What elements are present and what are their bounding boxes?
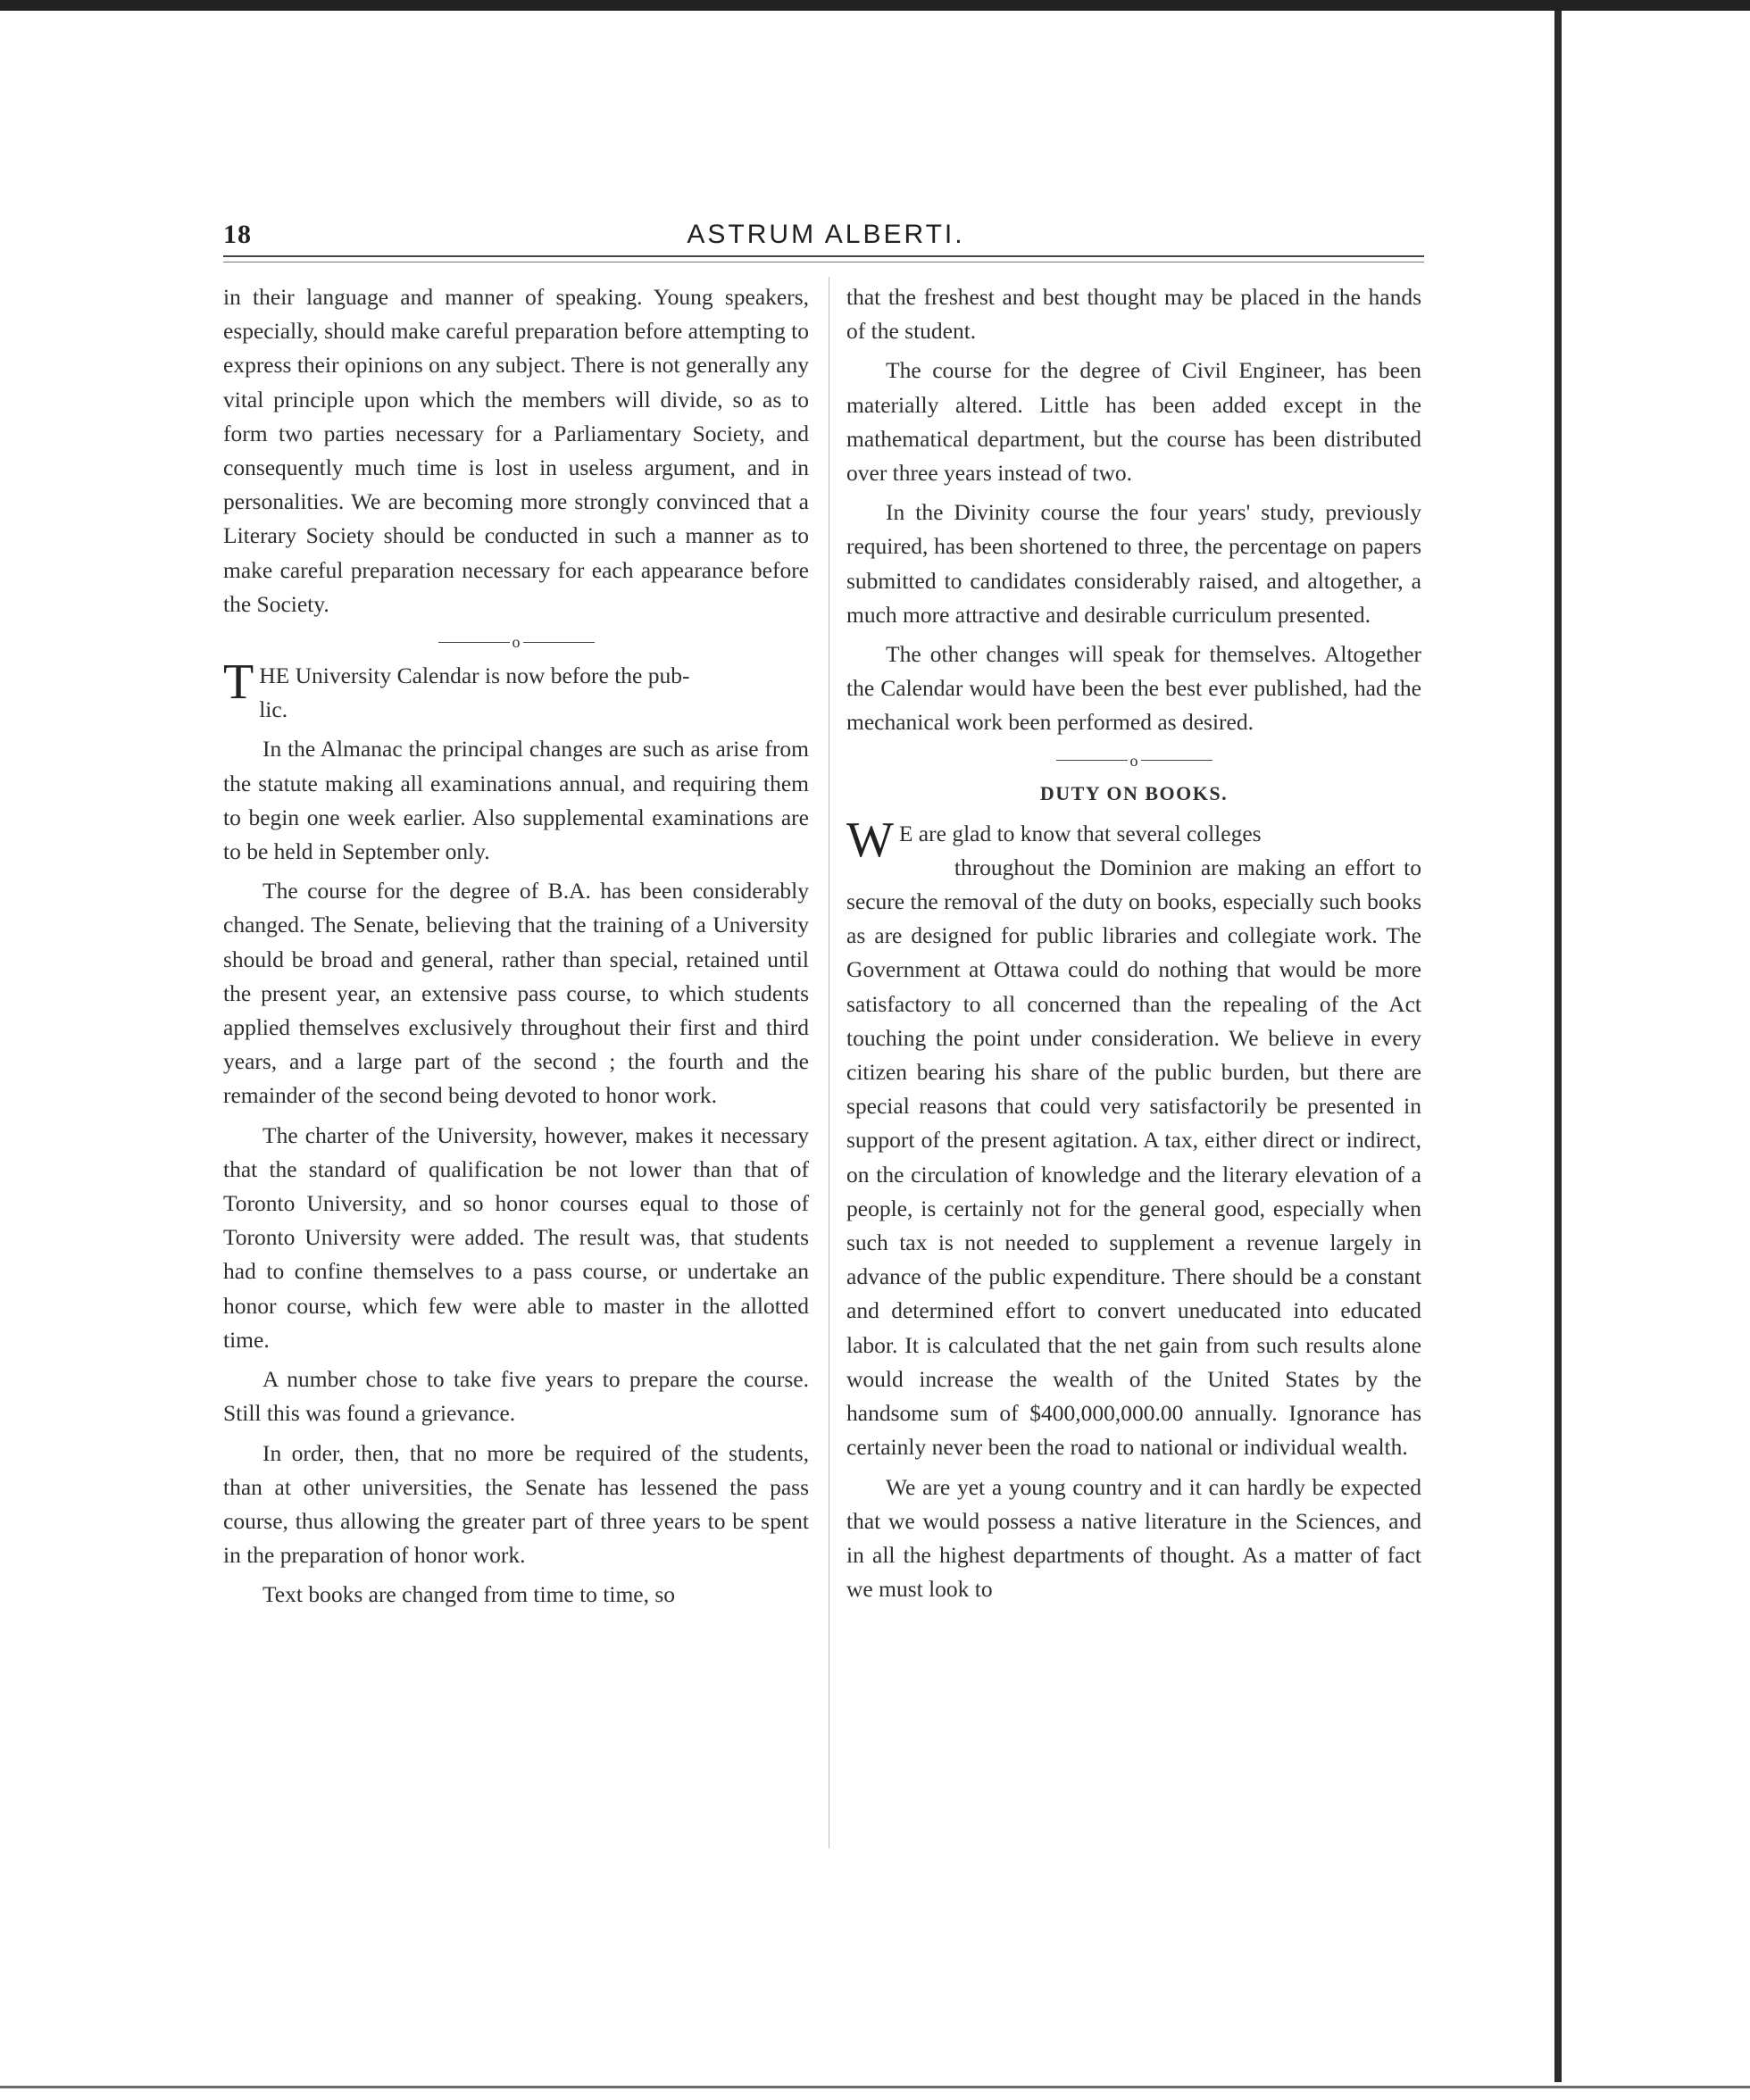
scan-right-edge	[1554, 11, 1562, 2082]
paragraph-duty-on-books	[846, 812, 1421, 1465]
page-number: 18	[223, 220, 252, 249]
separator-mark: o	[512, 633, 521, 652]
section-heading-duty-on-books: DUTY ON BOOKS.	[1039, 781, 1229, 804]
scan-top-border	[0, 0, 1750, 11]
section-separator	[223, 623, 809, 654]
paragraph-almanac: In the Almanac the principal changes are such as arise from the statute making all examinations annual, and requiring them to begin one week earlier. Also supplemental examinations are to be held in September only.	[223, 736, 809, 865]
scan-bottom-border	[0, 2086, 1750, 2088]
separator-line	[523, 642, 595, 643]
drop-cap-letter: W	[846, 812, 894, 868]
paragraph-continued: that the freshest and best thought may be placed in the hands of the student.	[846, 284, 1421, 345]
separator-line	[438, 642, 510, 643]
separator-line	[1141, 760, 1212, 761]
paragraph-text-books: Text books are changed from time to time, so	[262, 1581, 676, 1608]
journal-title: ASTRUM ALBERTI.	[687, 220, 965, 249]
paragraph-pass-course: In order, then, that no more be required of the students, than at other universities, the Senate has lessened the pass course, thus allowing the greater part of three years to be spent in the preparation of honor work.	[223, 1439, 809, 1569]
duty-body: throughout the Dominion are making an effort to secure the removal of the duty on books, especially such books as are designed for public libraries and collegiate work. The Government at Ottawa could do nothing that would be more satisfactory to all concerned than the repealing of the Act touching the point under consideration. We believe in every citizen bearing his share of the public burden, but there are special reasons that could very satisfactorily be presented in support of the present agitation. A tax, either direct or indirect, on the circulation of knowledge and the literary elevation of a people, is certainly not for the general good, especially when such tax is not needed to supplement a revenue largely in advance of the public expenditure. There should be a constant and determined effort to convert uneducated into educated labor. It is calculated that the net gain from such results alone would increase the wealth of the United States by the handsome sum of $400,000,000.00 annually. Ignorance has certainly never been the road to national or individual wealth.	[846, 854, 1421, 1461]
paragraph-divinity: In the Divinity course the four years' study, previously required, has been shortened to three, the percentage on papers submitted to candidates considerably raised, and altogether, a much more attractive and desirable curriculum presented.	[846, 499, 1421, 628]
paragraph-civil-engineer: The course for the degree of Civil Engineer, has been materially altered. Little has been added except in the mathematical department, but the course has been distributed over three years instead of two.	[846, 357, 1421, 487]
separator-mark: o	[1129, 751, 1138, 770]
drop-cap-letter: T	[223, 654, 254, 711]
separator-line	[1056, 760, 1128, 761]
paragraph-ba-course: The course for the degree of B.A. has been considerably changed. The Senate, believing that the training of a University should be broad and general, rather than special, retained until the present year, an extensive pass course, to which students applied themselves exclusively throughout their first and third years, and a large part of the second ; the fourth and the remainder of the second being devoted to honor work.	[223, 878, 809, 1109]
paragraph-charter: The charter of the University, however, makes it necessary that the standard of qualification be not lower than that of Toronto University, and so honor courses equal to those of Toronto University were added. The result was, that students had to confine themselves to a pass course, or undertake an honor course, which few were able to master in the allotted time.	[223, 1121, 809, 1353]
section-separator	[846, 742, 1421, 772]
header-rule	[223, 255, 1424, 257]
paragraph-calendar-intro	[223, 654, 809, 727]
paragraph-young-country: We are yet a young country and it can hardly be expected that we would possess a native literature in the Sciences, and in all the highest departments of thought. As a matter of fact we must look to	[846, 1473, 1421, 1603]
paragraph-other-changes: The other changes will speak for themselves. Altogether the Calendar would have been the best ever published, had the mechanical work been performed as desired.	[846, 641, 1421, 736]
paragraph-five-years: A number chose to take five years to prepare the course. Still this was found a grievance.	[223, 1366, 809, 1427]
calendar-intro-line2: lic.	[259, 696, 288, 723]
paragraph-literary-society: in their language and manner of speaking. Young speakers, especially, should make careful preparation before attempting to express their opinions on any subject. There is not generally any vital principle upon which the members will divide, so as to form two parties necessary for a Parliamentary Society, and consequently much time is lost in useless argument, and in personalities. We are becoming more strongly convinced that a Literary Society should be conducted in such a manner as to make careful preparation necessary for each appearance before the Society.	[223, 284, 809, 617]
right-column	[846, 280, 1421, 1606]
left-column	[223, 280, 809, 1612]
page-header	[223, 220, 1429, 255]
calendar-intro-line1: HE University Calendar is now before the pub-	[259, 662, 690, 689]
duty-line1: E are glad to know that several colleges	[898, 820, 1262, 846]
